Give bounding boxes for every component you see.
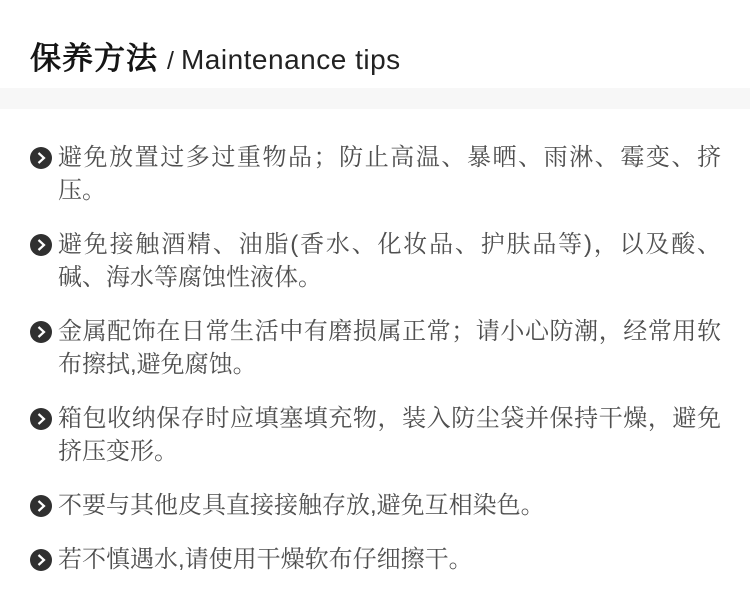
chevron-right-bullet-icon [30,495,52,517]
tips-list [30,141,722,597]
list-item [30,315,722,381]
section-divider [0,88,750,109]
list-item [30,141,722,207]
list-item [30,489,722,522]
section-title-zh: 保养方法 [30,41,158,76]
tip-text: 避免接触酒精、油脂(香水、化妆品、护肤品等)，以及酸、碱、海水等腐蚀性液体。 [58,231,721,291]
chevron-right-bullet-icon [30,549,52,571]
list-item [30,543,722,576]
chevron-right-bullet-icon [30,408,52,430]
chevron-right-bullet-icon [30,321,52,343]
tip-text: 箱包收纳保存时应填塞填充物，装入防尘袋并保持干燥，避免挤压变形。 [58,405,721,465]
tip-text: 若不慎遇水,请使用干燥软布仔细擦干。 [58,546,473,573]
tip-text: 避免放置过多过重物品；防止高温、暴晒、雨淋、霉变、挤压。 [58,144,721,204]
tip-text: 金属配饰在日常生活中有磨损属正常；请小心防潮，经常用软布擦拭,避免腐蚀。 [58,318,721,378]
section-title [30,41,401,77]
chevron-right-bullet-icon [30,234,52,256]
chevron-right-bullet-icon [30,147,52,169]
section-title-en: Maintenance tips [180,44,401,75]
list-item [30,402,722,468]
title-separator: / [167,47,174,75]
tip-text: 不要与其他皮具直接接触存放,避免互相染色。 [58,492,545,519]
list-item [30,228,722,294]
